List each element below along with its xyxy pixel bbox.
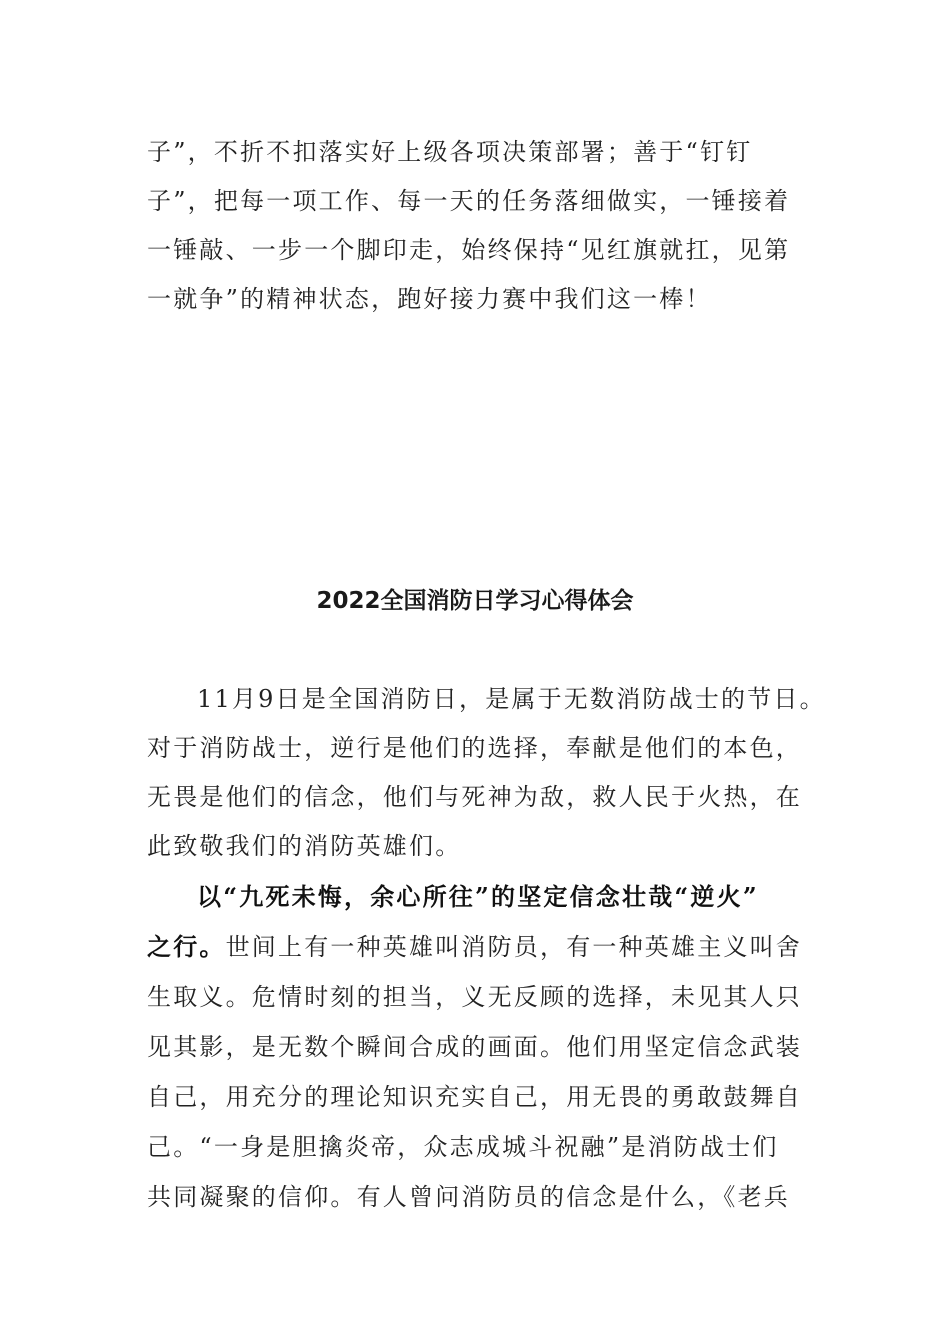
text-line: 自己，用充分的理论知识充实自己，用无畏的勇敢鼓舞自 <box>147 1083 802 1111</box>
text-line: 子”，把每一项工作、每一天的任务落细做实，一锤接着 <box>147 187 791 215</box>
bold-heading-line: 以“九死未悔，余心所往”的坚定信念壮哉“逆火” <box>197 882 759 911</box>
text-line: 11月9日是全国消防日，是属于无数消防战士的节日。 <box>197 685 826 713</box>
article-title: 2022全国消防日学习心得体会 <box>316 588 634 614</box>
text-line: 子”，不折不扣落实好上级各项决策部署；善于“钉钉 <box>147 138 753 166</box>
text-line: 一锤敲、一步一个脚印走，始终保持“见红旗就扛，见第 <box>147 236 791 264</box>
text-line: 此致敬我们的消防英雄们。 <box>147 832 462 860</box>
text-line: 共同凝聚的信仰。有人曾问消防员的信念是什么，《老兵 <box>147 1183 790 1211</box>
text-line: 己。“一身是胆擒炎帝，众志成城斗祝融”是消防战士们 <box>147 1133 779 1161</box>
text-line-rest: 世间上有一种英雄叫消防员，有一种英雄主义叫舍 <box>225 933 803 961</box>
text-line <box>147 932 827 962</box>
text-line: 见其影，是无数个瞬间合成的画面。他们用坚定信念武装 <box>147 1033 802 1061</box>
bold-heading-end: 之行。 <box>147 932 226 961</box>
text-line: 一就争”的精神状态，跑好接力赛中我们这一棒！ <box>147 285 712 313</box>
text-line: 生取义。危情时刻的担当，义无反顾的选择，未见其人只 <box>147 983 802 1011</box>
text-line: 无畏是他们的信念，他们与死神为敌，救人民于火热，在 <box>147 783 802 811</box>
text-line: 对于消防战士，逆行是他们的选择，奉献是他们的本色， <box>147 734 802 762</box>
